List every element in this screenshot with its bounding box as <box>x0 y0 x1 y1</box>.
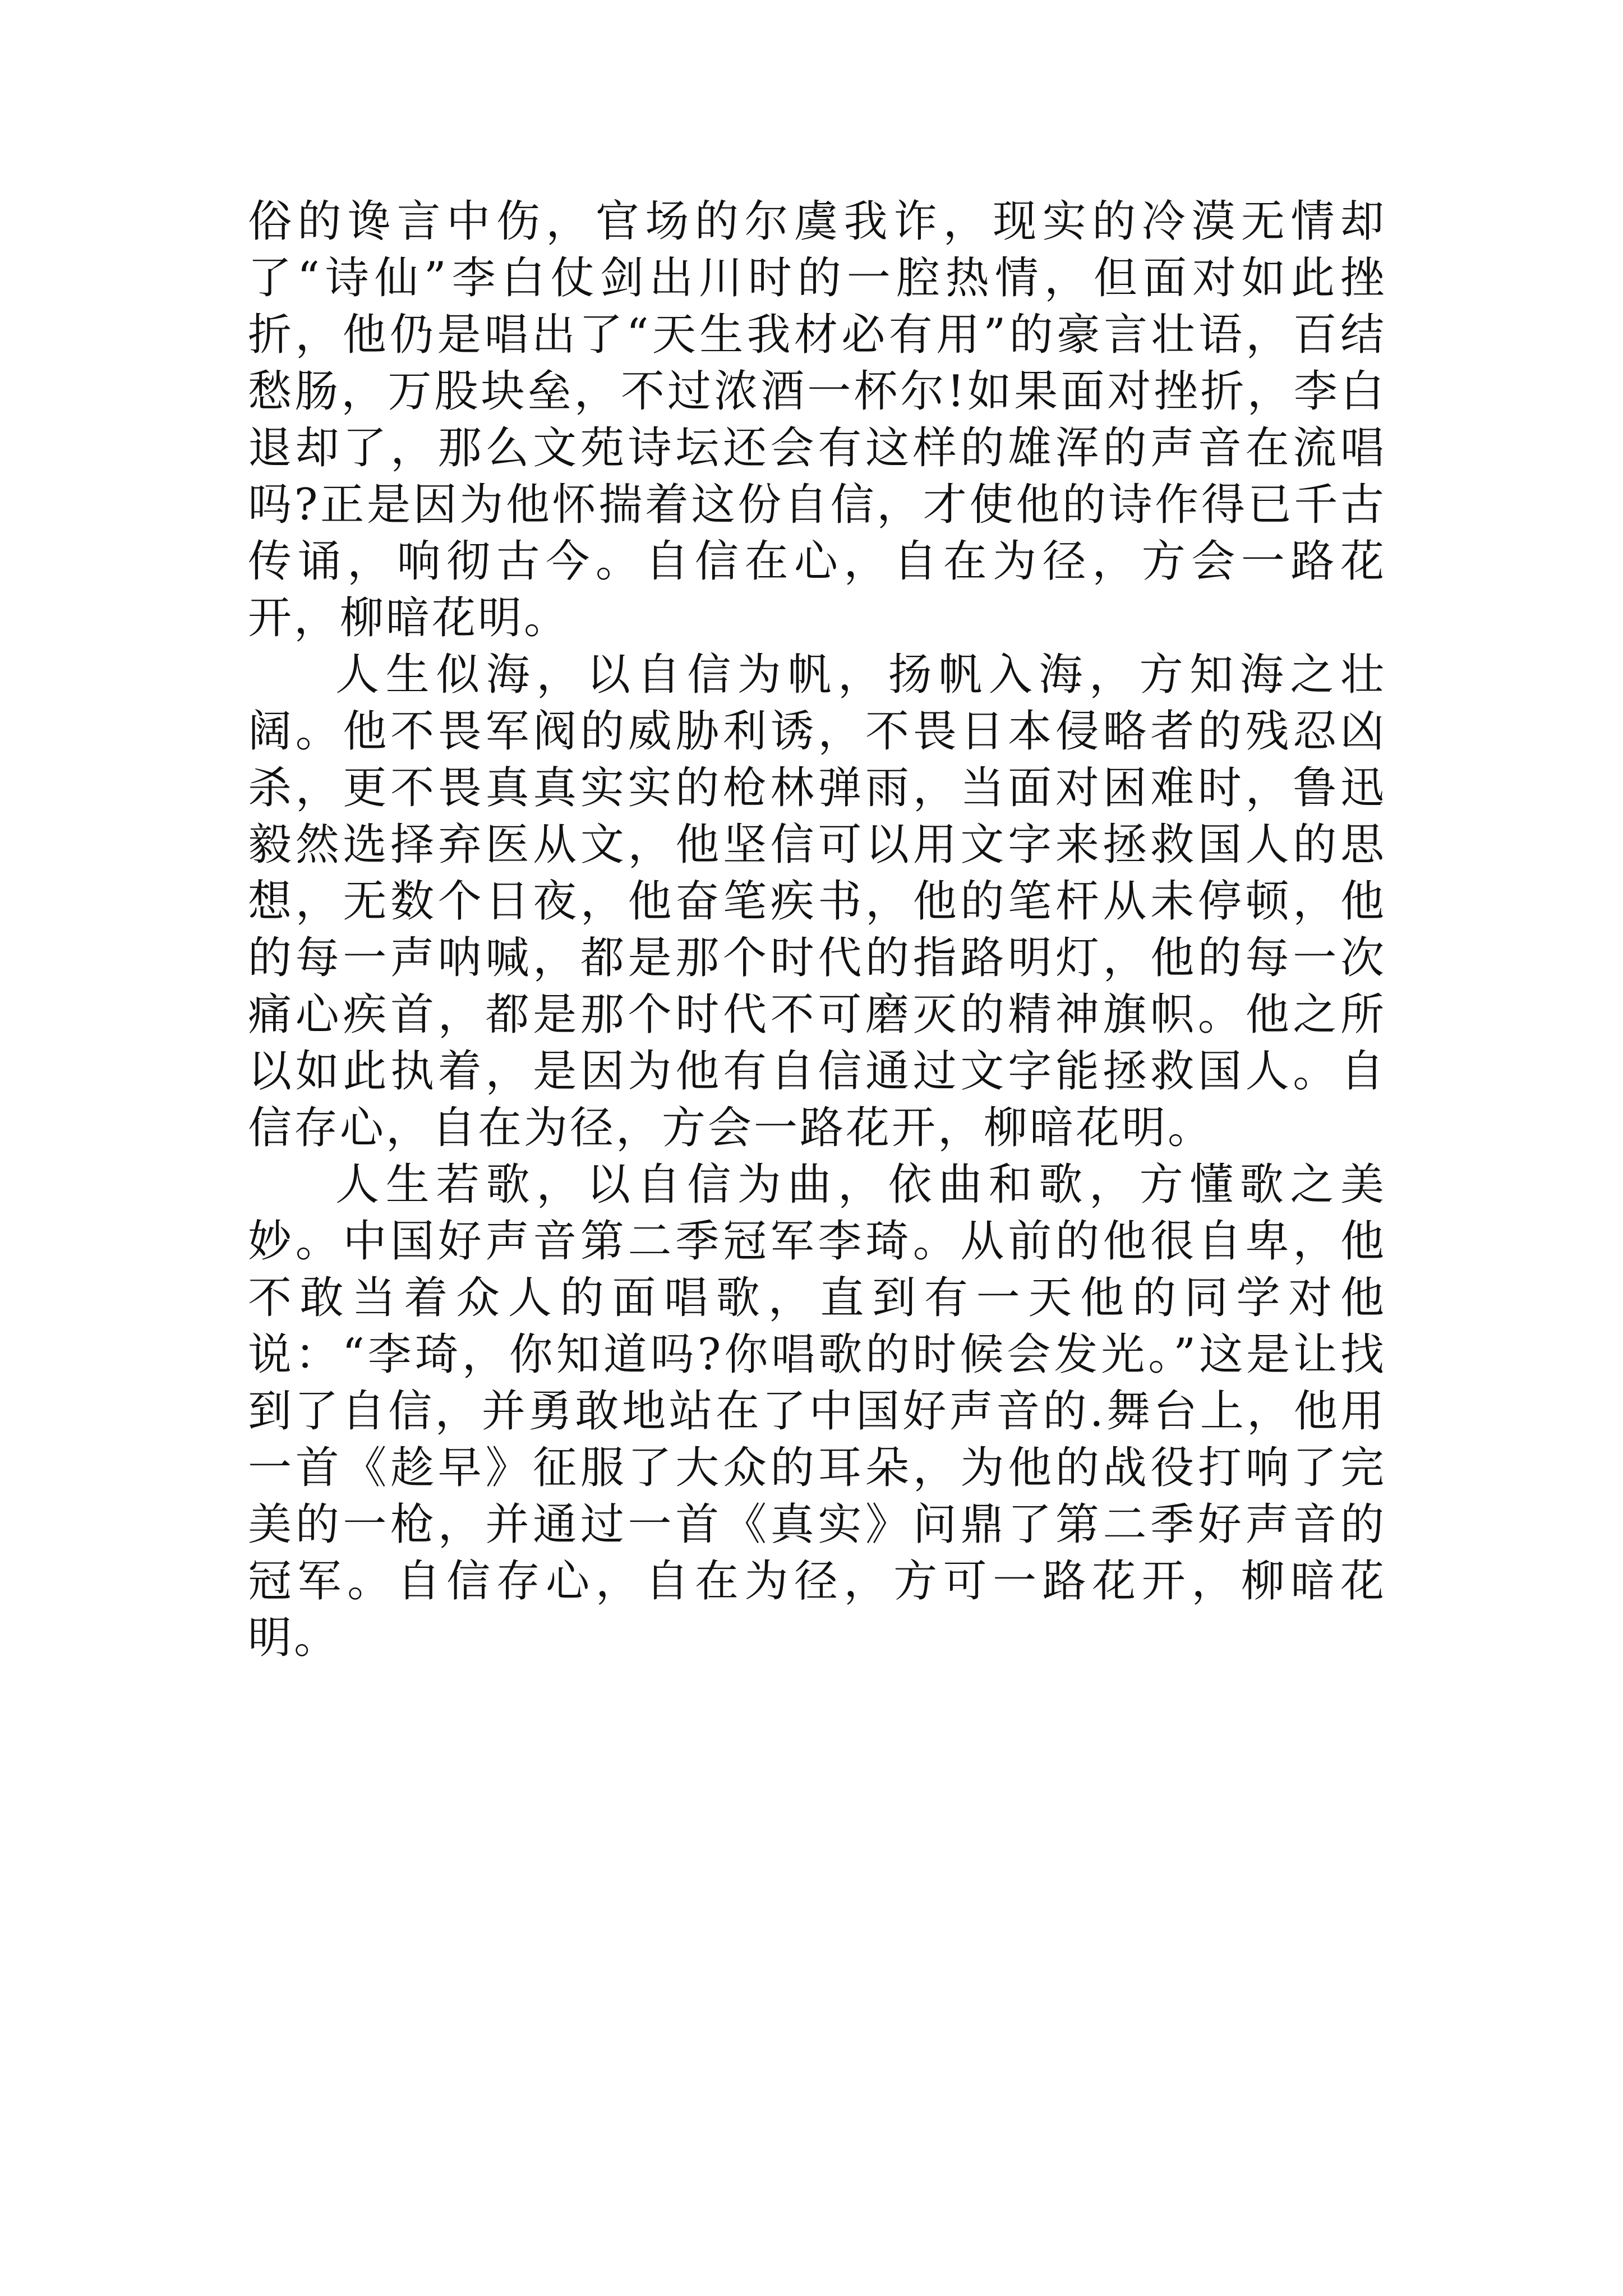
paragraph-3: 人生若歌，以自信为曲，依曲和歌，方懂歌之美妙。中国好声音第二季冠军李琦。从前的他很自卑，他不敢当着众人的面唱歌，直到有一天他的同学对他说：“李琦，你知道吗?你唱歌的时候会发光。”这是让找到了自信，并勇敢地站在了中国好声音的.舞台上，他用一首《趁早》征服了大众的耳朵，为他的战役打响了完美的一枪，并通过一首《真实》问鼎了第二季好声音的冠军。自信存心，自在为径，方可一路花开，柳暗花明。 <box>248 1159 1386 1663</box>
essay-body <box>248 194 1386 1667</box>
paragraph-2: 人生似海，以自信为帆，扬帆入海，方知海之壮阔。他不畏军阀的威胁利诱，不畏日本侵略者的残忍凶杀，更不畏真真实实的枪林弹雨，当面对困难时，鲁迅毅然选择弃医从文，他坚信可以用文字来拯救国人的思想，无数个日夜，他奋笔疾书，他的笔杆从未停顿，他的每一声呐喊，都是那个时代的指路明灯，他的每一次痛心疾首，都是那个时代不可磨灭的精神旗帜。他之所以如此执着，是因为他有自信通过文字能拯救国人。自信存心，自在为径，方会一路花开，柳暗花明。 <box>248 650 1386 1153</box>
paragraph-1: 俗的谗言中伤，官场的尔虞我诈，现实的冷漠无情却了“诗仙”李白仗剑出川时的一腔热情，但面对如此挫折，他仍是唱出了“天生我材必有用”的豪言壮语，百结愁肠，万股块垒，不过浓酒一杯尔!如果面对挫折，李白退却了，那么文苑诗坛还会有这样的雄浑的声音在流唱吗?正是因为他怀揣着这份自信，才使他的诗作得已千古传诵，响彻古今。自信在心，自在为径，方会一路花开，柳暗花明。 <box>248 196 1386 643</box>
